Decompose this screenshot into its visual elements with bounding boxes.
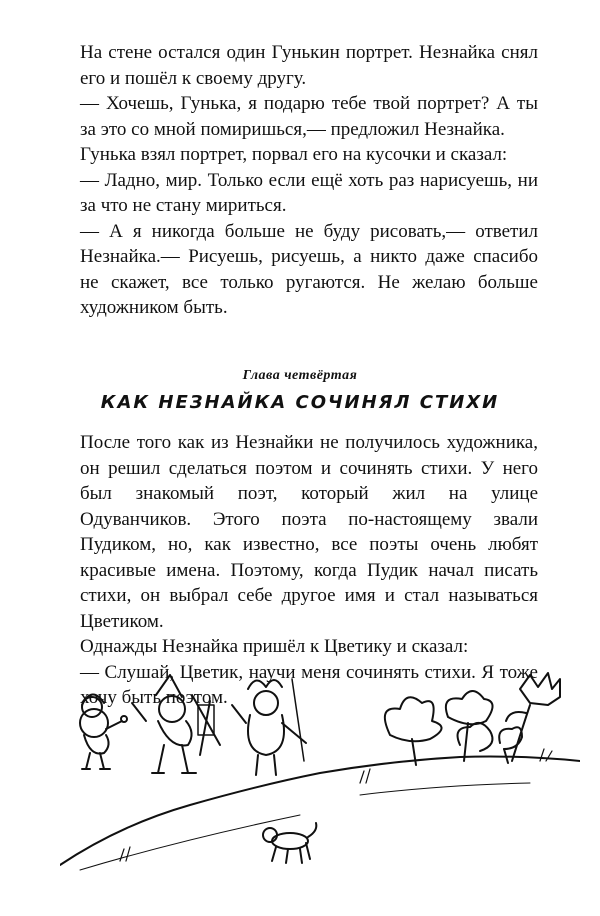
- grass: [120, 749, 552, 861]
- clover-plants: [385, 691, 522, 765]
- illustration-shorties-walking: [60, 665, 580, 895]
- figure-three: [232, 679, 306, 775]
- hill-shading: [80, 783, 530, 870]
- paragraph: — Слушай, Цветик, научи меня сочинять стихи. Я тоже хочу быть поэтом.: [80, 661, 538, 708]
- paragraph: — А я никогда больше не буду рисовать,— ответил Незнайка.— Рисуешь, рисуешь, а никто даже спасибо не скажет, все только ругаются. Не желаю больше художником быть.: [80, 220, 538, 318]
- paragraph: — Хочешь, Гунька, я подарю тебе твой портрет? А ты за это со мной помиришься,— предложил Незнайка.: [80, 93, 538, 140]
- hill-outline: [60, 757, 580, 866]
- chapter-title: КАК НЕЗНАЙКА СОЧИНЯЛ СТИХИ: [100, 392, 500, 413]
- paragraph: После того как из Незнайки не получилось художника, он решил сделаться поэтом и сочинять стихи. У него был знакомый поэт, который жил на улице Одуванчиков. Этого поэта по-настоящему звали Пудиком, но, как известно, все поэты очень любят красивые имена. Поэтому, когда Пудик начал писать стихи, он выбрал себе другое имя и стал называться Цветиком.: [80, 432, 538, 632]
- paragraph: Однажды Незнайка пришёл к Цветику и сказал:: [80, 636, 469, 657]
- figure-neznaika: [132, 675, 220, 773]
- section-one-text: [80, 40, 538, 321]
- chapter-label: Глава четвёртая: [242, 368, 358, 383]
- figure-one: [80, 694, 127, 769]
- paragraph: На стене остался один Гунькин портрет. Незнайка снял его и пошёл к своему другу.: [80, 42, 538, 89]
- paragraph: Гунька взял портрет, порвал его на кусочки и сказал:: [80, 144, 508, 165]
- paragraph: — Ладно, мир. Только если ещё хоть раз нарисуешь, ни за что не стану мириться.: [80, 169, 538, 216]
- dog: [263, 823, 316, 863]
